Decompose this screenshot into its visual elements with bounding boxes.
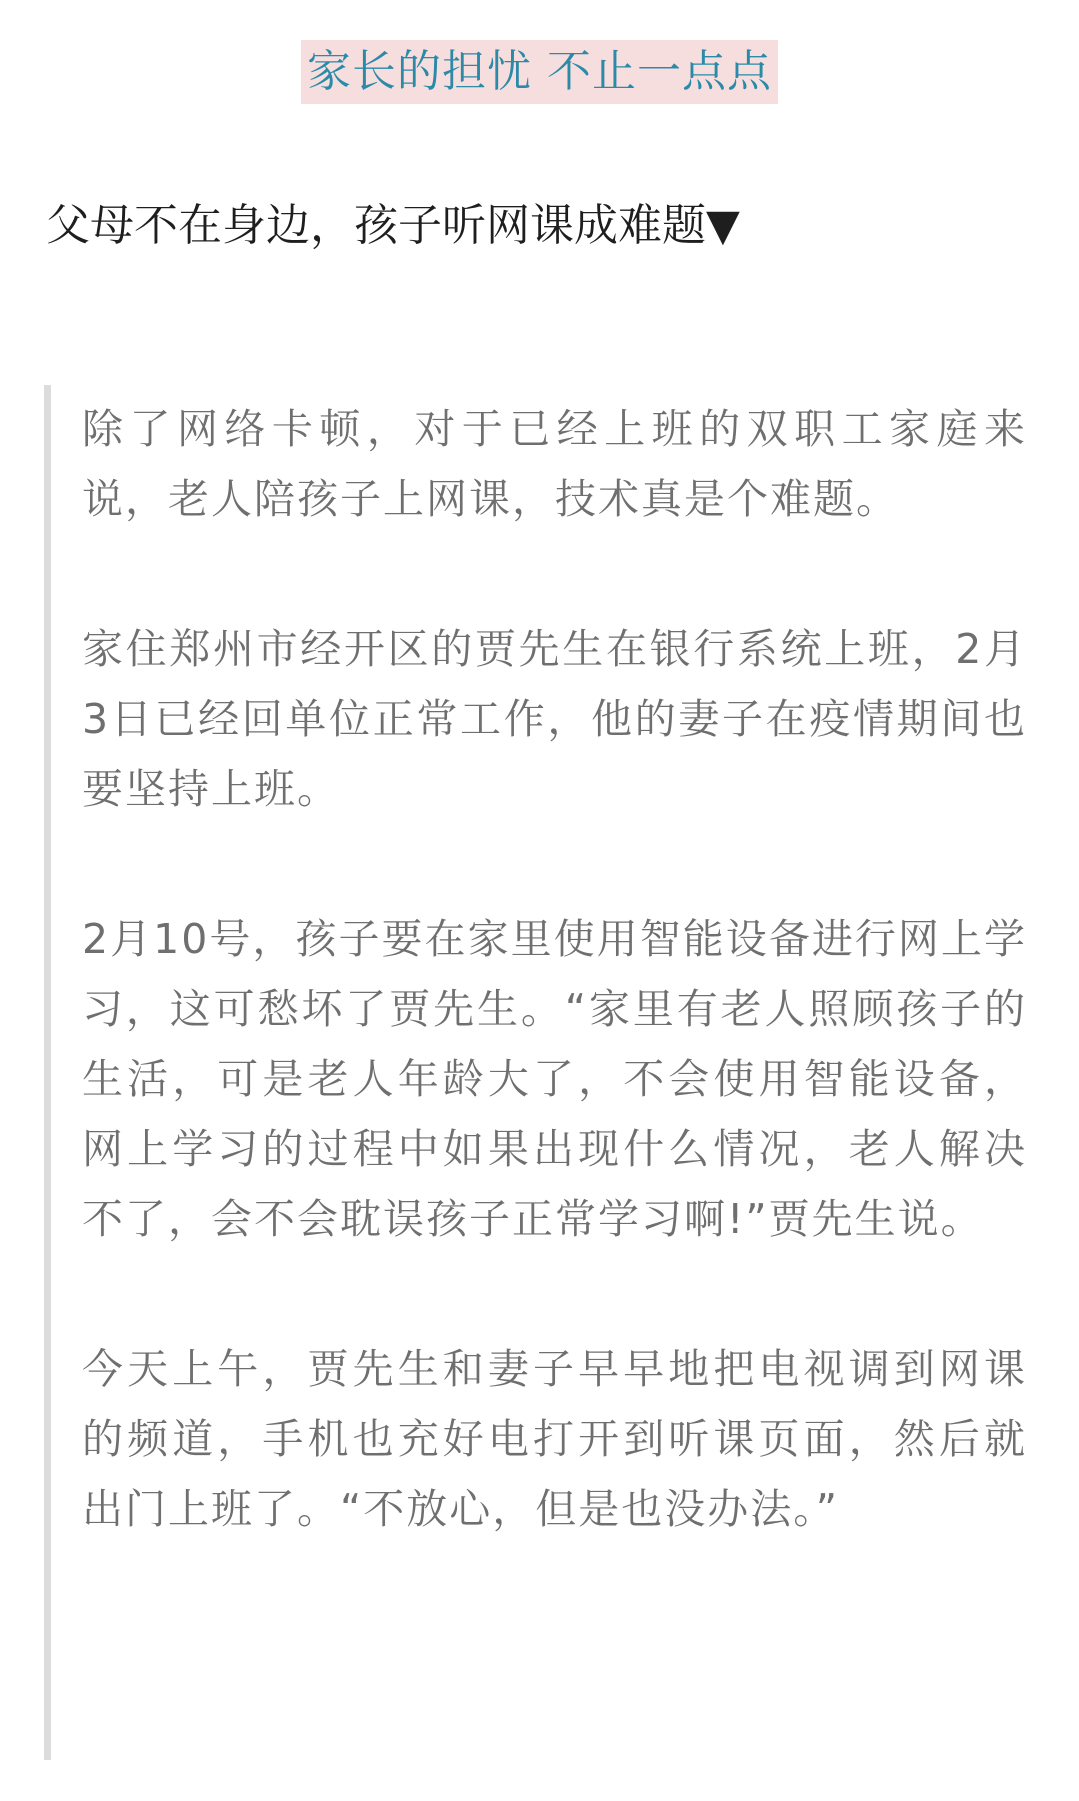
section-heading: 家长的担忧 不止一点点 xyxy=(301,40,778,104)
subheading: 父母不在身边，孩子听网课成难题▼ xyxy=(46,200,740,251)
blockquote xyxy=(82,394,1027,1544)
blockquote-bar xyxy=(44,385,51,1760)
paragraph-2: 家住郑州市经开区的贾先生在银行系统上班，2月3日已经回单位正常工作，他的妻子在疫情期间也要坚持上班。 xyxy=(82,625,1027,813)
paragraph-4: 今天上午，贾先生和妻子早早地把电视调到网课的频道，手机也充好电打开到听课页面，然后就出门上班了。“不放心，但是也没办法。” xyxy=(82,1345,1027,1533)
paragraph-1: 除了网络卡顿，对于已经上班的双职工家庭来说，老人陪孩子上网课，技术真是个难题。 xyxy=(82,405,1027,523)
paragraph-3: 2月10号，孩子要在家里使用智能设备进行网上学习，这可愁坏了贾先生。“家里有老人照顾孩子的生活，可是老人年龄大了，不会使用智能设备，网上学习的过程中如果出现什么情况，老人解决不了，会不会耽误孩子正常学习啊!”贾先生说。 xyxy=(82,915,1027,1243)
section-heading-container xyxy=(0,40,1079,104)
